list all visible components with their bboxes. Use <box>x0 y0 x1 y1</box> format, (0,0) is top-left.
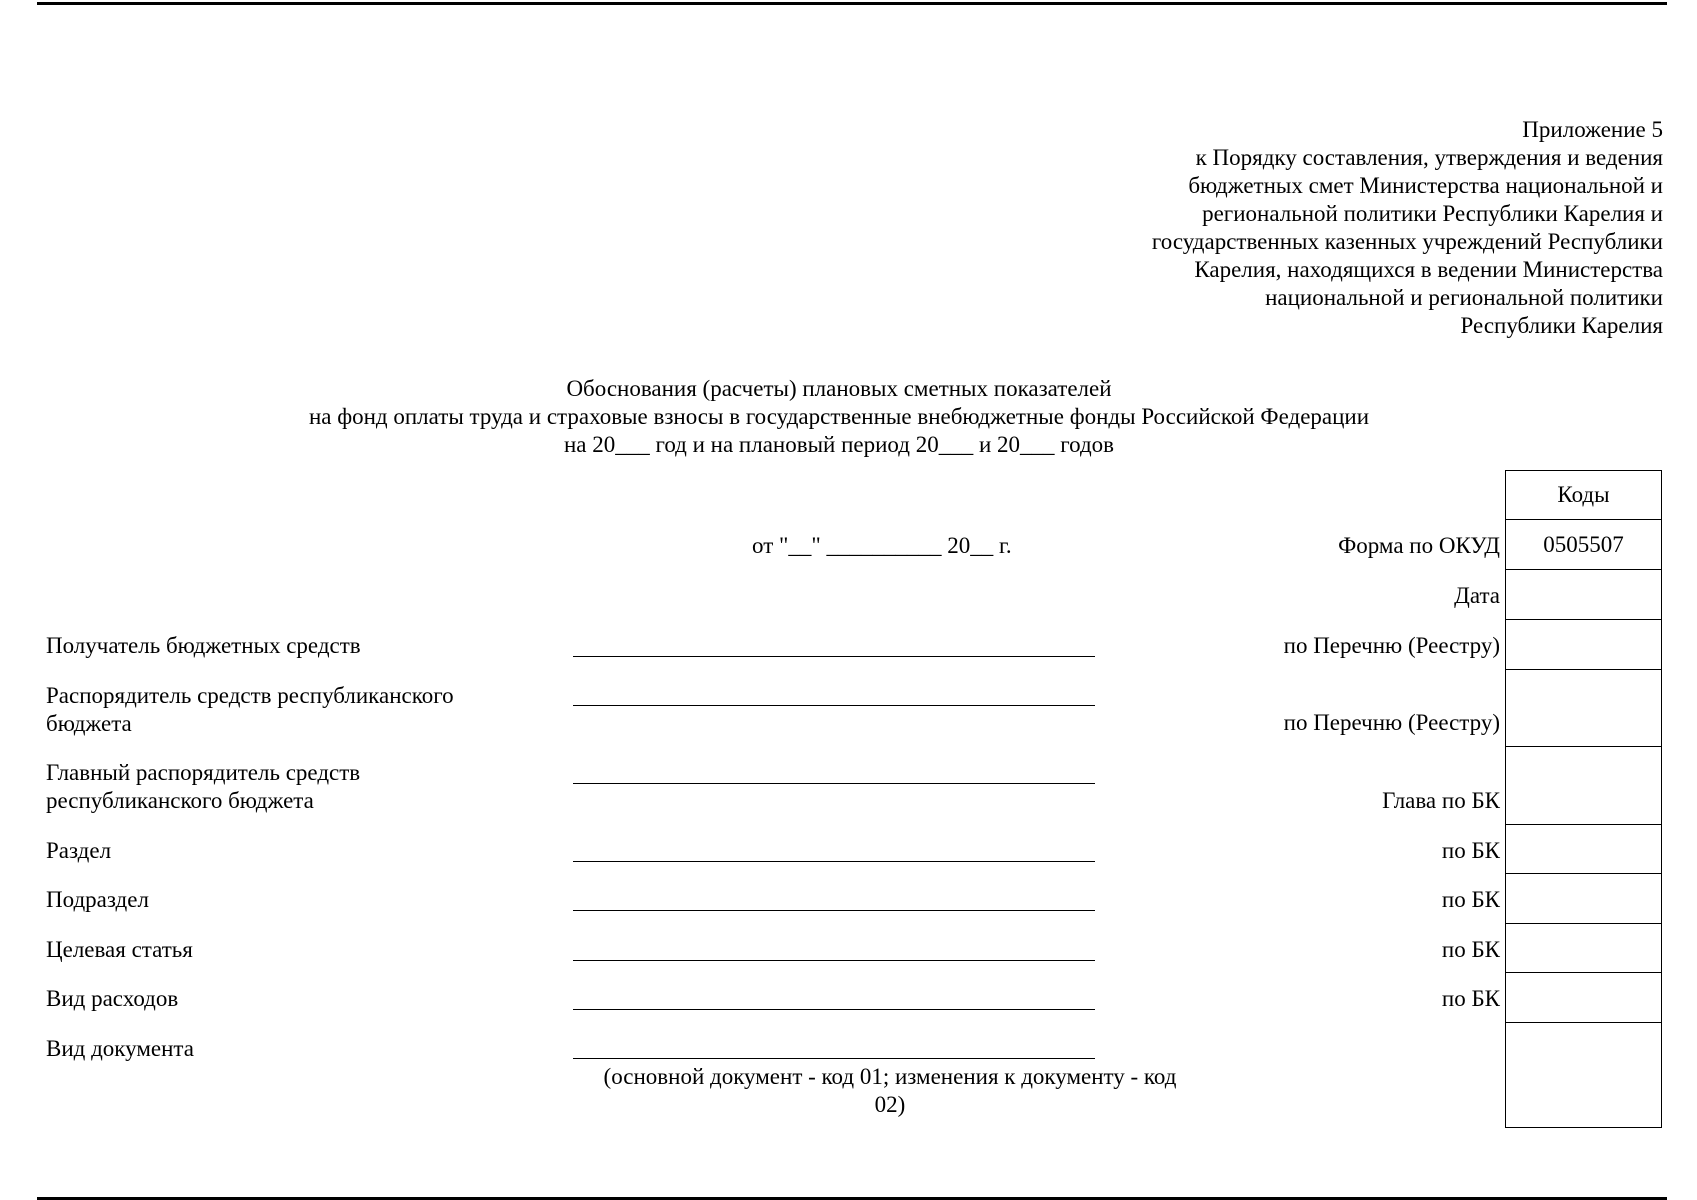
expense-type-label: Вид расходов <box>46 986 179 1011</box>
codes-table <box>1505 470 1662 1128</box>
expense-type-code-cell[interactable] <box>1506 973 1662 1023</box>
document-type-label: Вид документа <box>46 1036 194 1061</box>
top-rule <box>37 2 1667 5</box>
recipient-label: Получатель бюджетных средств <box>46 633 361 658</box>
document-type-fill-line[interactable] <box>573 1058 1095 1059</box>
section-fill-line[interactable] <box>573 861 1095 862</box>
recipient-fill-line[interactable] <box>573 656 1095 657</box>
document-type-note-line2: 02) <box>874 1092 906 1117</box>
chief-manager-label-line2: республиканского бюджета <box>46 788 314 813</box>
appendix-line: Республики Карелия <box>1460 313 1663 338</box>
target-article-fill-line[interactable] <box>573 960 1095 961</box>
document-type-code-cell[interactable] <box>1506 1023 1662 1128</box>
manager-code-label: по Перечню (Реестру) <box>1283 710 1500 735</box>
chief-manager-code-label: Глава по БК <box>1382 788 1500 813</box>
appendix-line: Карелия, находящихся в ведении Министерства <box>1194 257 1663 282</box>
section-label: Раздел <box>46 838 112 863</box>
subsection-fill-line[interactable] <box>573 910 1095 911</box>
appendix-line: региональной политики Республики Карелия и <box>1202 201 1663 226</box>
recipient-code-label: по Перечню (Реестру) <box>1283 633 1500 658</box>
codes-header: Коды <box>1506 471 1662 520</box>
document-title <box>180 375 1498 459</box>
chief-manager-label-line1: Главный распорядитель средств <box>46 760 361 785</box>
appendix-line: национальной и региональной политики <box>1265 285 1663 310</box>
chief-manager-code-cell[interactable] <box>1506 747 1662 825</box>
expense-type-code-label: по БК <box>1441 986 1500 1011</box>
manager-label-line1: Распорядитель средств республиканского <box>46 683 454 708</box>
appendix-reference <box>1063 116 1663 340</box>
date-label: Дата <box>1454 583 1500 608</box>
appendix-line: к Порядку составления, утверждения и ведения <box>1195 145 1663 170</box>
title-line-1: Обоснования (расчеты) плановых сметных показателей <box>566 376 1112 401</box>
target-article-label: Целевая статья <box>46 937 193 962</box>
okud-code-cell: 0505507 <box>1506 520 1662 570</box>
target-article-code-label: по БК <box>1441 937 1500 962</box>
subsection-label: Подраздел <box>46 887 149 912</box>
subsection-code-cell[interactable] <box>1506 874 1662 924</box>
date-line: от "__" __________ 20__ г. <box>752 533 1012 558</box>
title-line-2: на фонд оплаты труда и страховые взносы в государственные внебюджетные фонды Российской Федерации <box>308 404 1370 429</box>
manager-fill-line[interactable] <box>573 705 1095 706</box>
appendix-line: бюджетных смет Министерства национальной и <box>1188 173 1663 198</box>
document-type-note <box>560 1063 1220 1119</box>
section-code-cell[interactable] <box>1506 825 1662 874</box>
document-type-note-line1: (основной документ - код 01; изменения к документу - код <box>603 1064 1177 1089</box>
okud-label: Форма по ОКУД <box>1338 533 1500 558</box>
manager-label-line2: бюджета <box>46 711 132 736</box>
section-code-label: по БК <box>1441 838 1500 863</box>
title-line-3: на 20___ год и на плановый период 20___ и 20___ годов <box>563 432 1115 457</box>
manager-code-cell[interactable] <box>1506 670 1662 747</box>
appendix-line: государственных казенных учреждений Республики <box>1151 229 1663 254</box>
target-article-code-cell[interactable] <box>1506 924 1662 973</box>
chief-manager-fill-line[interactable] <box>573 783 1095 784</box>
expense-type-fill-line[interactable] <box>573 1009 1095 1010</box>
appendix-line: Приложение 5 <box>1522 117 1663 142</box>
recipient-code-cell[interactable] <box>1506 620 1662 670</box>
date-code-cell[interactable] <box>1506 570 1662 620</box>
subsection-code-label: по БК <box>1441 887 1500 912</box>
